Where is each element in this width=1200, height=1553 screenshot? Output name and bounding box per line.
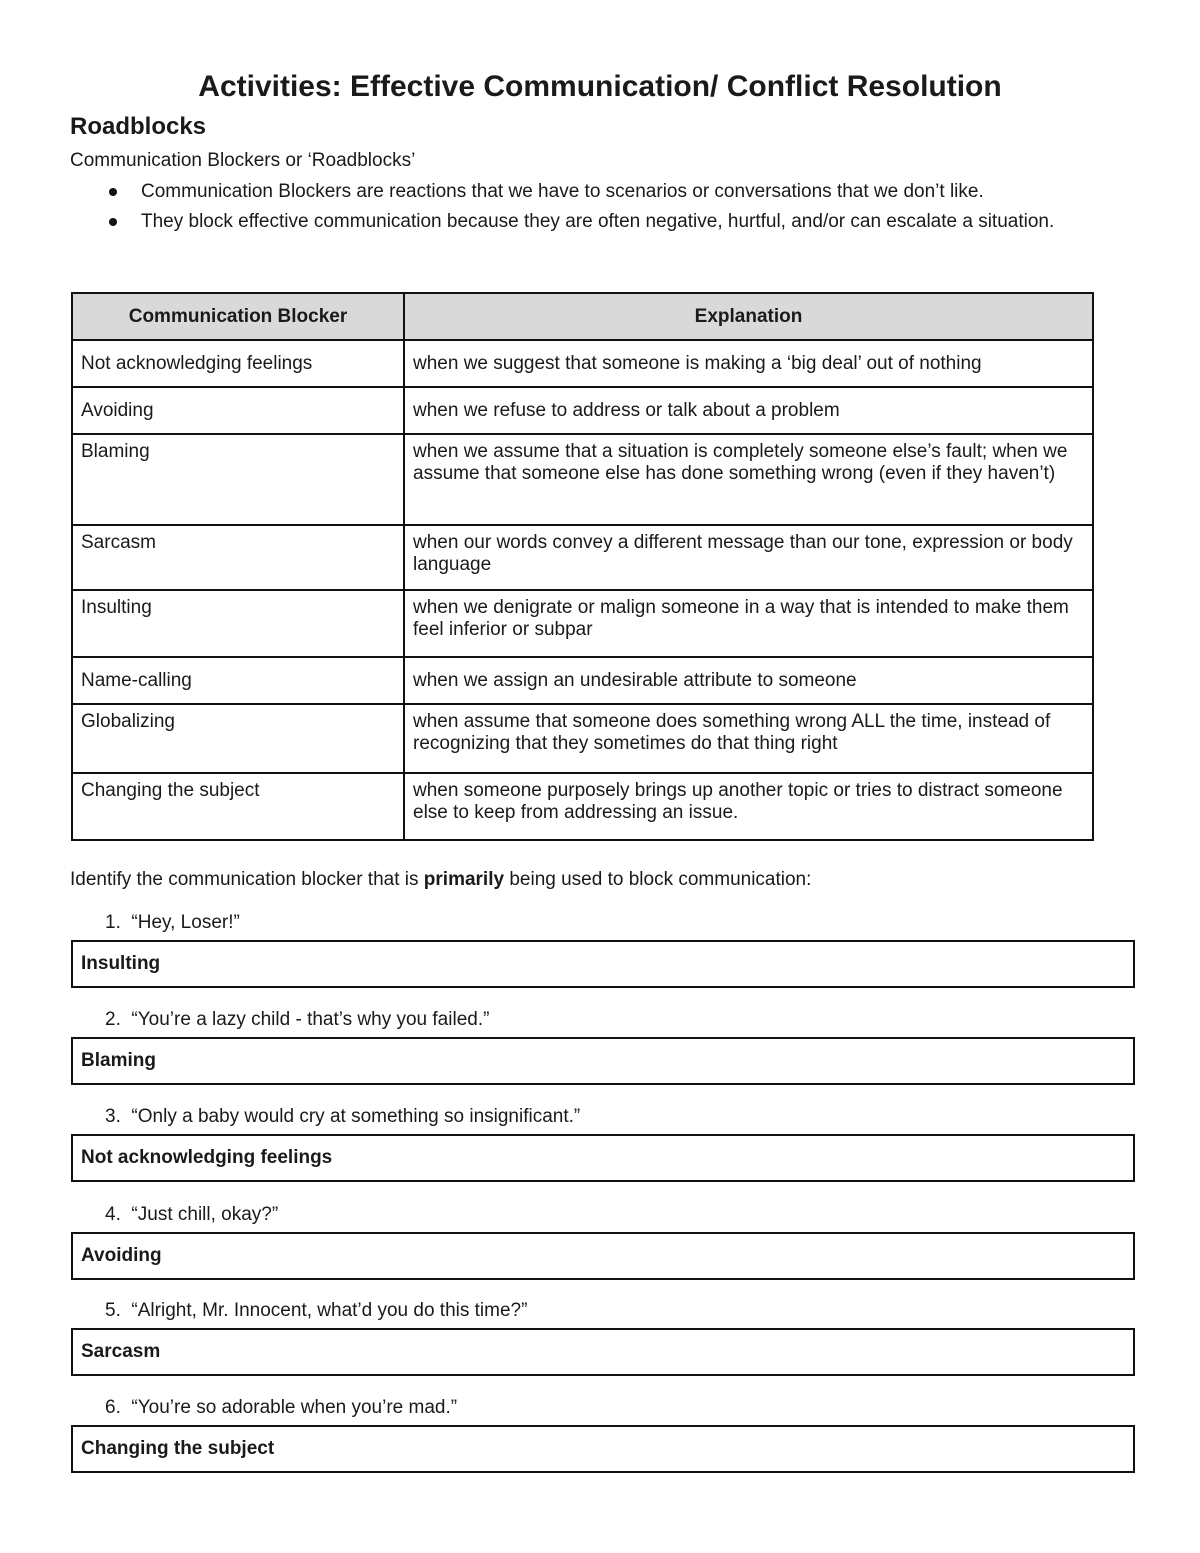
table-row: [72, 525, 1093, 590]
explanation-cell: when we assume that a situation is completely someone else’s fault; when we assume that someone else has done something wrong (even if they haven’t): [404, 434, 1093, 525]
question-item: 5. “Alright, Mr. Innocent, what’d you do this time?”: [105, 1300, 528, 1321]
table-row: [72, 434, 1093, 525]
bullet-icon: [109, 188, 117, 196]
table-row: [72, 340, 1093, 387]
blockers-table: [71, 292, 1094, 841]
intro-text: Communication Blockers or ‘Roadblocks’: [70, 150, 416, 171]
explanation-cell: when we denigrate or malign someone in a way that is intended to make them feel inferior or subpar: [404, 590, 1093, 657]
table-row: [72, 704, 1093, 773]
header-blocker: Communication Blocker: [72, 293, 404, 340]
bullet-list: [105, 178, 1135, 238]
blocker-cell: Blaming: [72, 434, 404, 525]
explanation-cell: when we assign an undesirable attribute to someone: [404, 657, 1093, 704]
blocker-cell: Avoiding: [72, 387, 404, 434]
bullet-item: Communication Blockers are reactions that we have to scenarios or conversations that we don’t like.: [105, 178, 1135, 206]
header-explanation: Explanation: [404, 293, 1093, 340]
answer-box[interactable]: Avoiding: [71, 1232, 1135, 1280]
blocker-cell: Changing the subject: [72, 773, 404, 840]
explanation-cell: when someone purposely brings up another topic or tries to distract someone else to keep from addressing an issue.: [404, 773, 1093, 840]
table-row: [72, 387, 1093, 434]
blocker-cell: Insulting: [72, 590, 404, 657]
bullet-icon: [109, 218, 117, 226]
explanation-cell: when assume that someone does something wrong ALL the time, instead of recognizing that they sometimes do that thing right: [404, 704, 1093, 773]
explanation-cell: when we refuse to address or talk about a problem: [404, 387, 1093, 434]
answer-box[interactable]: Not acknowledging feelings: [71, 1134, 1135, 1182]
bullet-item: They block effective communication because they are often negative, hurtful, and/or can escalate a situation.: [105, 208, 1135, 236]
blocker-cell: Sarcasm: [72, 525, 404, 590]
table-row: [72, 590, 1093, 657]
explanation-cell: when our words convey a different message than our tone, expression or body language: [404, 525, 1093, 590]
question-item: 3. “Only a baby would cry at something so insignificant.”: [105, 1106, 581, 1127]
question-item: 1. “Hey, Loser!”: [105, 912, 240, 933]
question-item: 4. “Just chill, okay?”: [105, 1204, 279, 1225]
answer-box[interactable]: Sarcasm: [71, 1328, 1135, 1376]
answer-box[interactable]: Insulting: [71, 940, 1135, 988]
page-title: Activities: Effective Communication/ Conflict Resolution: [198, 70, 1002, 103]
instructions: Identify the communication blocker that is primarily being used to block communication:: [70, 869, 812, 890]
answer-box[interactable]: Blaming: [71, 1037, 1135, 1085]
blocker-cell: Not acknowledging feelings: [72, 340, 404, 387]
explanation-cell: when we suggest that someone is making a ‘big deal’ out of nothing: [404, 340, 1093, 387]
blocker-cell: Name-calling: [72, 657, 404, 704]
table-header-row: [72, 293, 1093, 340]
question-item: 2. “You’re a lazy child - that’s why you failed.”: [105, 1009, 490, 1030]
question-item: 6. “You’re so adorable when you’re mad.”: [105, 1397, 458, 1418]
table-row: [72, 773, 1093, 840]
section-heading: Roadblocks: [70, 113, 207, 140]
table-row: [72, 657, 1093, 704]
blocker-cell: Globalizing: [72, 704, 404, 773]
answer-box[interactable]: Changing the subject: [71, 1425, 1135, 1473]
